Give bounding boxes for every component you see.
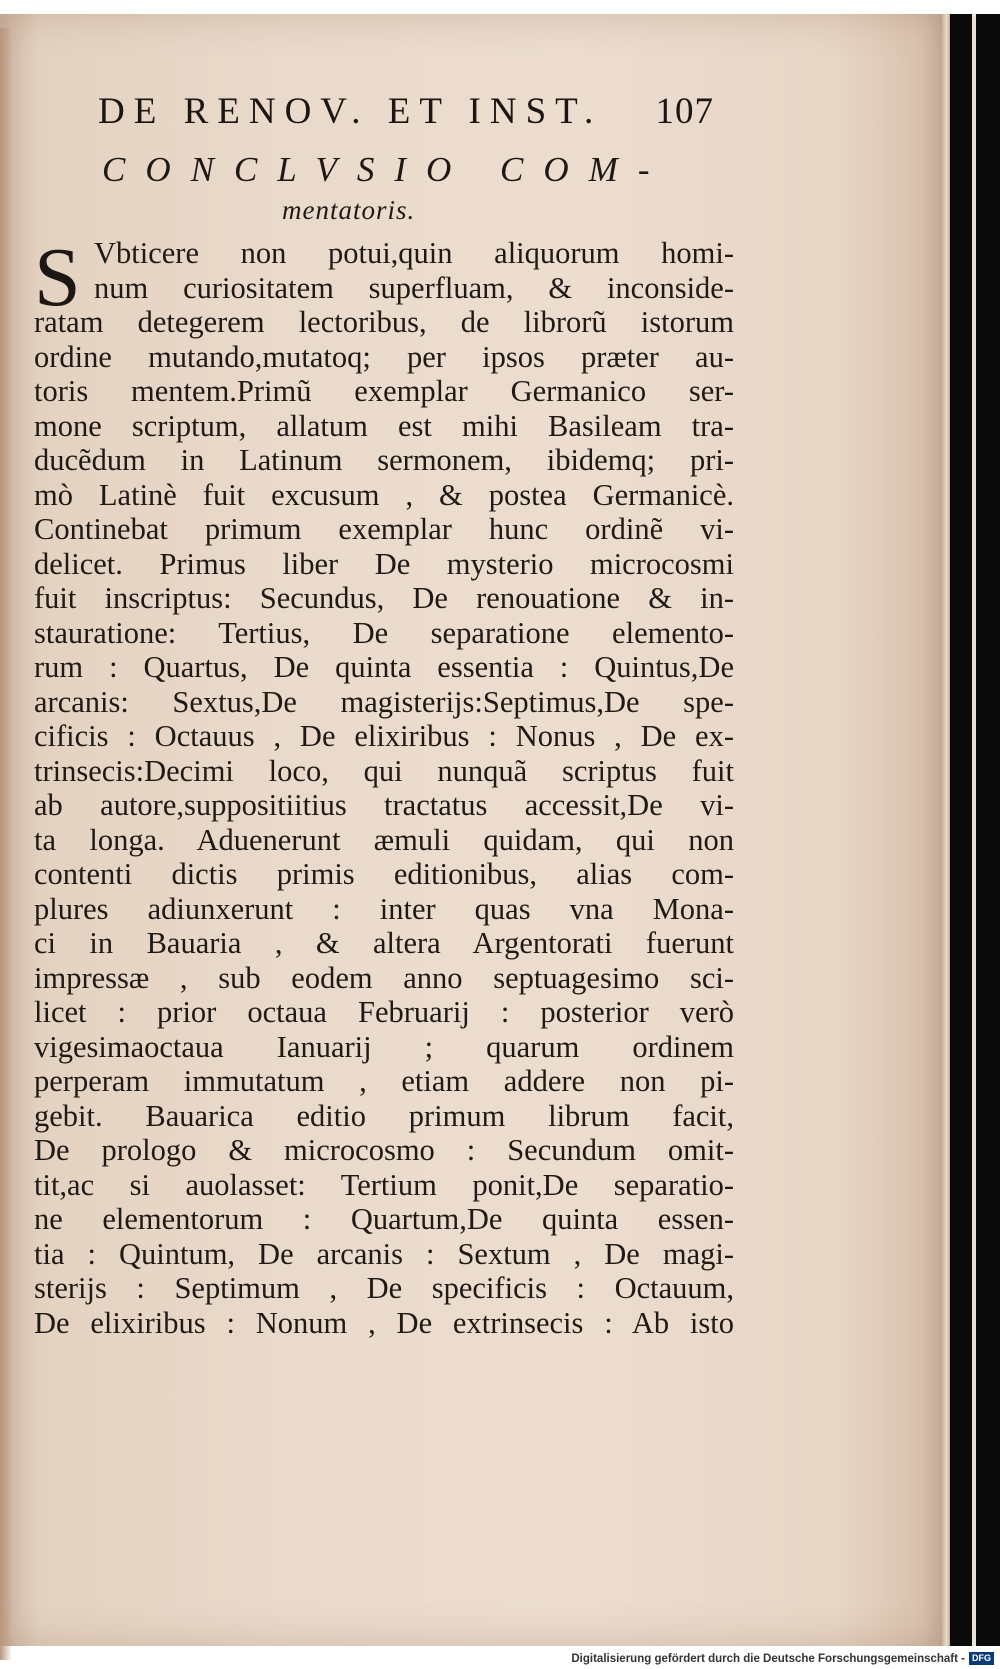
text-line: cificis : Octauus , De elixiribus : Nonus , De ex- (34, 719, 734, 753)
text-line: ordine mutando,mutatoq; per ipsos præter au- (34, 339, 734, 374)
text-line: ne elementorum : Quartum,De quinta essen- (34, 1202, 734, 1236)
drop-capital: S (34, 231, 81, 324)
text-line: ab autore,suppositiitius tractatus accessit,De vi- (34, 788, 734, 822)
digitization-credit (571, 1651, 994, 1667)
text-line: ratam detegerem lectoribus, de librorũ istorum (34, 305, 734, 339)
text-line: arcanis: Sextus,De magisterijs:Septimus,De spe- (34, 684, 734, 719)
text-line: gebit. Bauarica editio primum librum facit, (34, 1098, 734, 1133)
text-line: ta longa. Aduenerunt æmuli quidam, qui non (34, 822, 734, 857)
page-number: 107 (655, 91, 714, 132)
section-subheading: mentatoris. (282, 195, 416, 225)
text-line: num curiositatem superfluam, & inconside- (94, 270, 734, 305)
text-line: plures adiunxerunt : inter quas vna Mona- (34, 891, 734, 926)
text-line: impressæ , sub eodem anno septuagesimo sci- (34, 960, 734, 995)
text-line: trinsecis:Decimi loco, qui nunquã scriptus fuit (34, 753, 734, 788)
binding-shadow (0, 28, 12, 1660)
text-line: toris mentem.Primũ exemplar Germanico ser- (34, 374, 734, 408)
text-line: perperam immutatum , etiam addere non pi- (34, 1064, 734, 1098)
page-edge (942, 14, 950, 1646)
text-line: rum : Quartus, De quinta essentia : Quintus,De (34, 650, 734, 684)
text-line: delicet. Primus liber De mysterio microcosmi (34, 546, 734, 581)
text-line: Vbticere non potui,quin aliquorum homi- (94, 236, 734, 270)
running-head-title: DE RENOV. ET INST. (98, 91, 603, 132)
dfg-logo: DFG (969, 1652, 994, 1665)
text-line: vigesimaoctaua Ianuarij ; quarum ordinem (34, 1029, 734, 1064)
running-head (98, 90, 714, 136)
text-lines (34, 231, 734, 1340)
text-line: fuit inscriptus: Secundus, De renouatione & in- (34, 581, 734, 615)
text-line: De prologo & microcosmo : Secundum omit- (34, 1133, 734, 1167)
body-text (34, 231, 734, 1340)
text-line: ci in Bauaria , & altera Argentorati fuerunt (34, 926, 734, 960)
credit-text: Digitalisierung gefördert durch die Deutsche Forschungsgemeinschaft - (571, 1653, 965, 1665)
backing-paper-strip (972, 14, 976, 1646)
text-line: tit,ac si auolasset: Tertium ponit,De separatio- (34, 1167, 734, 1202)
text-line: tia : Quintum, De arcanis : Sextum , De magi- (34, 1236, 734, 1271)
text-line: stauratione: Tertius, De separatione elemento- (34, 615, 734, 650)
text-line: ducẽdum in Latinum sermonem, ibidemq; pri- (34, 443, 734, 477)
section-heading: CONCLVSIO COM- (102, 150, 670, 189)
text-line: licet : prior octaua Februarij : posterior verò (34, 995, 734, 1029)
text-line: Continebat primum exemplar hunc ordinẽ vi- (34, 512, 734, 546)
text-line: contenti dictis primis editionibus, alias com- (34, 857, 734, 891)
text-line: mone scriptum, allatum est mihi Basileam tra- (34, 408, 734, 443)
text-line: De elixiribus : Nonum , De extrinsecis : Ab isto (34, 1305, 734, 1340)
text-line: mò Latinè fuit excusum , & postea Germanicè. (34, 477, 734, 512)
text-line: sterijs : Septimum , De specificis : Octauum, (34, 1271, 734, 1305)
